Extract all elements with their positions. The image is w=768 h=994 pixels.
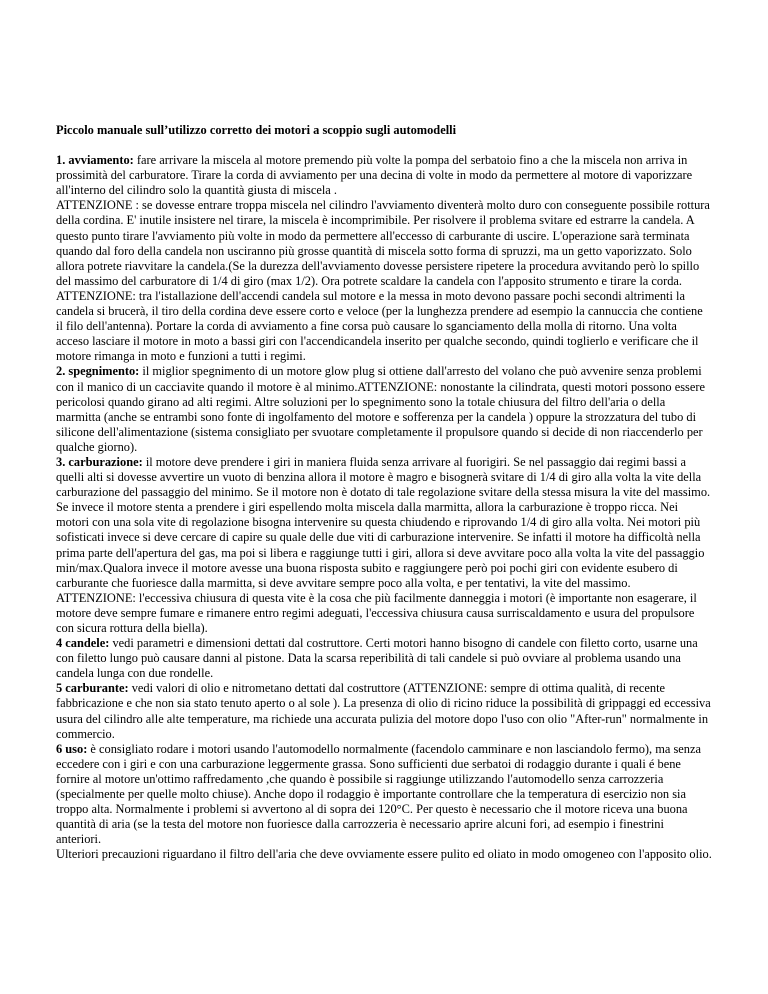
section-carburazione	[56, 455, 712, 636]
section-heading: 4 candele:	[56, 636, 110, 651]
section-candele	[56, 636, 712, 681]
section-heading: 5 carburante:	[56, 681, 129, 696]
section-text: è consigliato rodare i motori usando l'automodello normalmente (facendolo camminare e non lasciandolo fermo), ma senza eccedere con i giri e con una carburazione leggermente grassa. Sono sufficienti due serbatoi di rodaggio durante i quali é bene fornire al motore un'ottimo raffredamento ,che quando è possibile si raggiunge utilizzando l'automodello senza carrozzeria (specialmente per quelle molto chiuse). Anche dopo il rodaggio è importante controllare che la temperatura di esercizio non sia troppo alta. Normalmente i problemi si avvertono al di sopra dei 120°C. Per questo è necessario che il motore riceva una buona quantità di aria (se la testa del motore non fuoriesce dalla carrozzeria è necessario aprire alcuni fori, ad esempio i finestrini anteriori.	[56, 741, 701, 847]
section-avviamento	[56, 153, 712, 198]
section-heading: 2. spegnimento:	[56, 364, 140, 379]
section-heading: 3. carburazione:	[56, 454, 143, 469]
section-text: vedi valori di olio e nitrometano dettati dal costruttore (ATTENZIONE: sempre di ottima qualità, di recente fabbricazione e che non sia stato tenuto aperto o al sole ). La presenza di olio di ricino riduce la possibilità di grippaggi ed eccessiva usura del cilindro alle alte temperature, ma richiede una accurata pulizia del motore dopo l'uso con olio "After-run" normalmente in commercio.	[56, 681, 711, 741]
section-text: fare arrivare la miscela al motore premendo più volte la pompa del serbatoio fino a che la miscela non arriva in prossimità del carburatore. Tirare la corda di avviamento per una decina di volte in modo da permettere al motore di vaporizzare all'interno del cilindro solo la quantità giusta di miscela .	[56, 153, 693, 198]
document-title: Piccolo manuale sull’utilizzo corretto dei motori a scoppio sugli automodelli	[56, 123, 457, 137]
section-carburante	[56, 681, 712, 741]
section-text: il motore deve prendere i giri in maniera fluida senza arrivare al fuorigiri. Se nel passaggio dai regimi bassi a quelli alti si dovesse avvertire un vuoto di benzina allora il motore è magro e bisognerà svitare di 1/4 di giro alla volta la vite della carburazione del passaggio del minimo. Se il motore non è dotato di tale regolazione svitare della stessa misura la vite del massimo. Se invece il motore stenta a prendere i giri espellendo molta miscela dalla marmitta, allora la carburazione è troppo ricca. Nei motori con una sola vite di regolazione bisogna intervenire su questa chiudendo e riprovando 1/4 di giro alla volta. Nei motori più sofisticati invece si deve cercare di capire su quale delle due viti di carburazione intervenire. Se infatti il motore ha difficoltà nella prima parte dell'apertura del gas, ma poi si libera e raggiunge tutti i giri, allora si deve avvitare poco alla volta la vite del passaggio min/max.Qualora invece il motore avesse una buona risposta subito e raggiungere però poi pochi giri con evidente esubero di carburante che fuoriesce dalla marmitta, si deve avvitare sempre poco alla volta, e per tentativi, la vite del massimo. ATTENZIONE: l'eccessiva chiusura di questa vite è la cosa che più facilmente danneggia i motori (è importante non esagerare, il motore deve sempre fumare e rimanere entro regimi adeguati, l'eccessiva chiusura causa surriscaldamento e usura del propulsore con sicura rottura della biella).	[56, 454, 711, 635]
section-heading: 1. avviamento:	[56, 153, 134, 168]
section-text: Ulteriori precauzioni riguardano il filtro dell'aria che deve ovviamente essere pulito ed oliato in modo omogeneo con l'apposito olio.	[56, 847, 712, 862]
section-spegnimento	[56, 364, 712, 455]
section-text: il miglior spegnimento di un motore glow plug si ottiene dall'arresto del volano che può avvenire senza problemi con il manico di un cacciavite quando il motore è al minimo.ATTENZIONE: nonostante la cilindrata, questi motori possono essere pericolosi quando girano ad alti regimi. Altre soluzioni per lo spegnimento sono la totale chiusura del filtro dell'aria o della marmitta (anche se entrambi sono fonte di ingolfamento del motore e sofferenza per la candela ) oppure la strozzatura del tubo di silicone dell'alimentazione (sistema consigliato per svuotare completamente il propulsore quando si decide di non riaccenderlo per qualche giorno).	[56, 364, 705, 454]
section-uso	[56, 742, 712, 848]
document-page	[56, 123, 712, 863]
section-text: ATTENZIONE : se dovesse entrare troppa miscela nel cilindro l'avviamento diventerà molto duro con conseguente possibile rottura della cordina. E' inutile insistere nel tirare, la miscela è incomprimibile. Per risolvere il problema svitare ed estrarre la candela. A questo punto tirare l'avviamento più volte in modo da permettere all'eccesso di carburante di uscire. L'operazione sarà terminata quando dal foro della candela non usciranno più grosse quantità di miscela sotto forma di spruzzi, ma un getto vaporizzato. Solo allora potrete riavvitare la candela.(Se la durezza dell'avviamento dovesse persistere ripetere la procedura avvitando però lo spillo del massimo del carburatore di 1/4 di giro (max 1/2). Ora potrete scaldare la candela con l'apposito strumento e tirare la corda. ATTENZIONE: tra l'istallazione dell'accendi candela sul motore e la messa in moto devono passare pochi secondi altrimenti la candela si brucerà, il tiro della cordina deve essere corto e veloce (per la lunghezza prendere ad esempio la cannuccia che contiene il filo dell'antenna). Portare la corda di avviamento a fine corsa può causare lo sganciamento della molla di ritorno. Una volta acceso lasciare il motore in moto a bassi giri con l'accendicandela inserito per qualche secondo, quindi toglierlo e verificare che il motore rimanga in moto e funzioni a tutti i regimi.	[56, 198, 710, 364]
section-text: vedi parametri e dimensioni dettati dal costruttore. Certi motori hanno bisogno di candele con filetto corto, usarne una con filetto lungo può causare danni al pistone. Data la scarsa reperibilità di tali candele si può ovviare al problema usando una candela lunga con due rondelle.	[56, 636, 698, 681]
section-attenzione	[56, 198, 712, 364]
section-precauzioni	[56, 847, 712, 862]
section-heading: 6 uso:	[56, 741, 88, 756]
